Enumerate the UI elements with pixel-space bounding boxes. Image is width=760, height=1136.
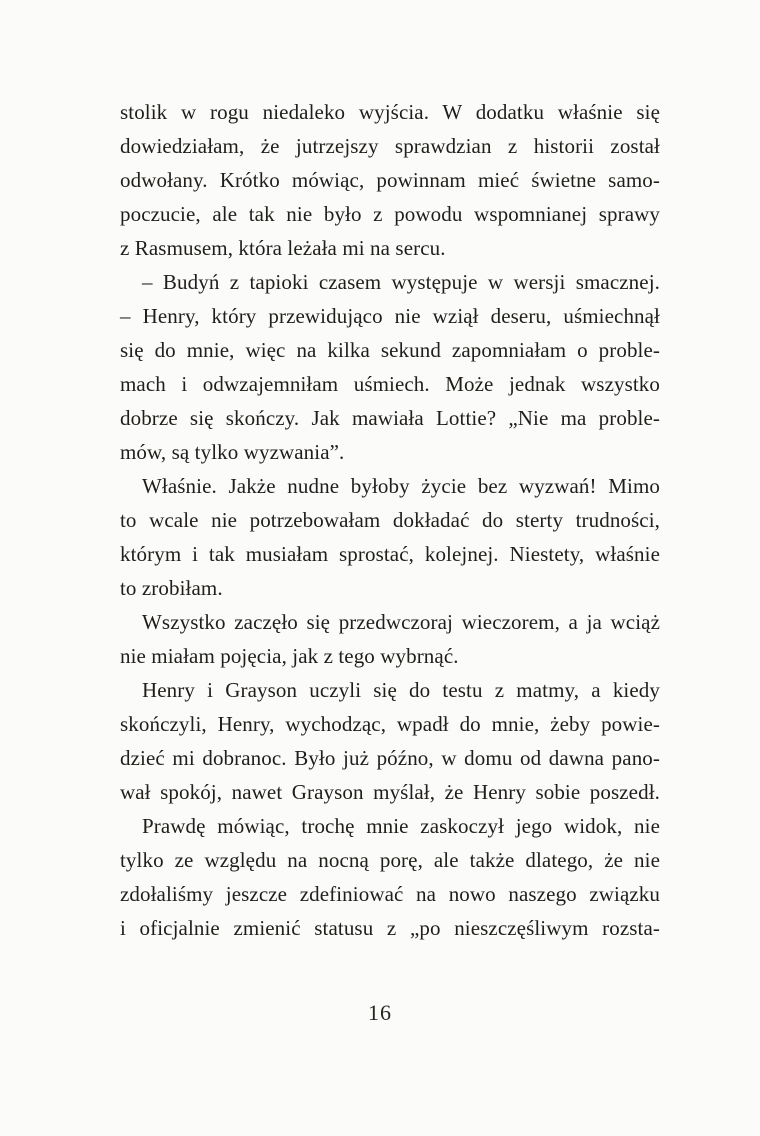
page-number: 16 (368, 1000, 392, 1025)
text-line: tylko ze względu na nocną porę, ale także dlatego, że nie (120, 848, 660, 872)
page-text (120, 95, 660, 945)
text-line: i oficjalnie zmienić statusu z „po nieszczęśliwym rozsta- (120, 916, 660, 940)
text-line: z Rasmusem, która leżała mi na sercu. (120, 236, 446, 260)
text-line: to wcale nie potrzebowałam dokładać do sterty trudności, (120, 508, 660, 532)
text-line: – Henry, który przewidująco nie wziął deseru, uśmiechnął (120, 304, 660, 328)
text-line: się do mnie, więc na kilka sekund zapomniałam o proble- (120, 338, 660, 362)
paragraph (120, 265, 660, 469)
text-line: – Budyń z tapioki czasem występuje w wersji smacznej. (142, 270, 660, 294)
text-line: nie miałam pojęcia, jak z tego wybrnąć. (120, 644, 459, 668)
text-line: mów, są tylko wyzwania”. (120, 440, 345, 464)
text-line: dobrze się skończy. Jak mawiała Lottie? „Nie ma proble- (120, 406, 660, 430)
text-line: odwołany. Krótko mówiąc, powinnam mieć świetne samo- (120, 168, 660, 192)
text-line: którym i tak musiałam sprostać, kolejnej. Niestety, właśnie (120, 542, 660, 566)
text-line: Prawdę mówiąc, trochę mnie zaskoczył jego widok, nie (142, 814, 660, 838)
text-line: zdołaliśmy jeszcze zdefiniować na nowo naszego związku (120, 882, 660, 906)
paragraph (120, 469, 660, 605)
text-line: dowiedziałam, że jutrzejszy sprawdzian z historii został (120, 134, 660, 158)
text-line: stolik w rogu niedaleko wyjścia. W dodatku właśnie się (120, 100, 660, 124)
paragraph (120, 809, 660, 945)
text-line: skończyli, Henry, wychodząc, wpadł do mnie, żeby powie- (120, 712, 660, 736)
text-line: to zrobiłam. (120, 576, 223, 600)
paragraph (120, 605, 660, 673)
text-line: Właśnie. Jakże nudne byłoby życie bez wyzwań! Mimo (142, 474, 660, 498)
text-line: wał spokój, nawet Grayson myślał, że Henry sobie poszedł. (120, 780, 660, 804)
paragraph (120, 95, 660, 265)
paragraph (120, 673, 660, 809)
text-line: mach i odwzajemniłam uśmiech. Może jednak wszystko (120, 372, 660, 396)
text-line: Henry i Grayson uczyli się do testu z matmy, a kiedy (142, 678, 660, 702)
text-line: dzieć mi dobranoc. Było już późno, w domu od dawna pano- (120, 746, 660, 770)
text-line: Wszystko zaczęło się przedwczoraj wieczorem, a ja wciąż (142, 610, 660, 634)
text-line: poczucie, ale tak nie było z powodu wspomnianej sprawy (120, 202, 660, 226)
